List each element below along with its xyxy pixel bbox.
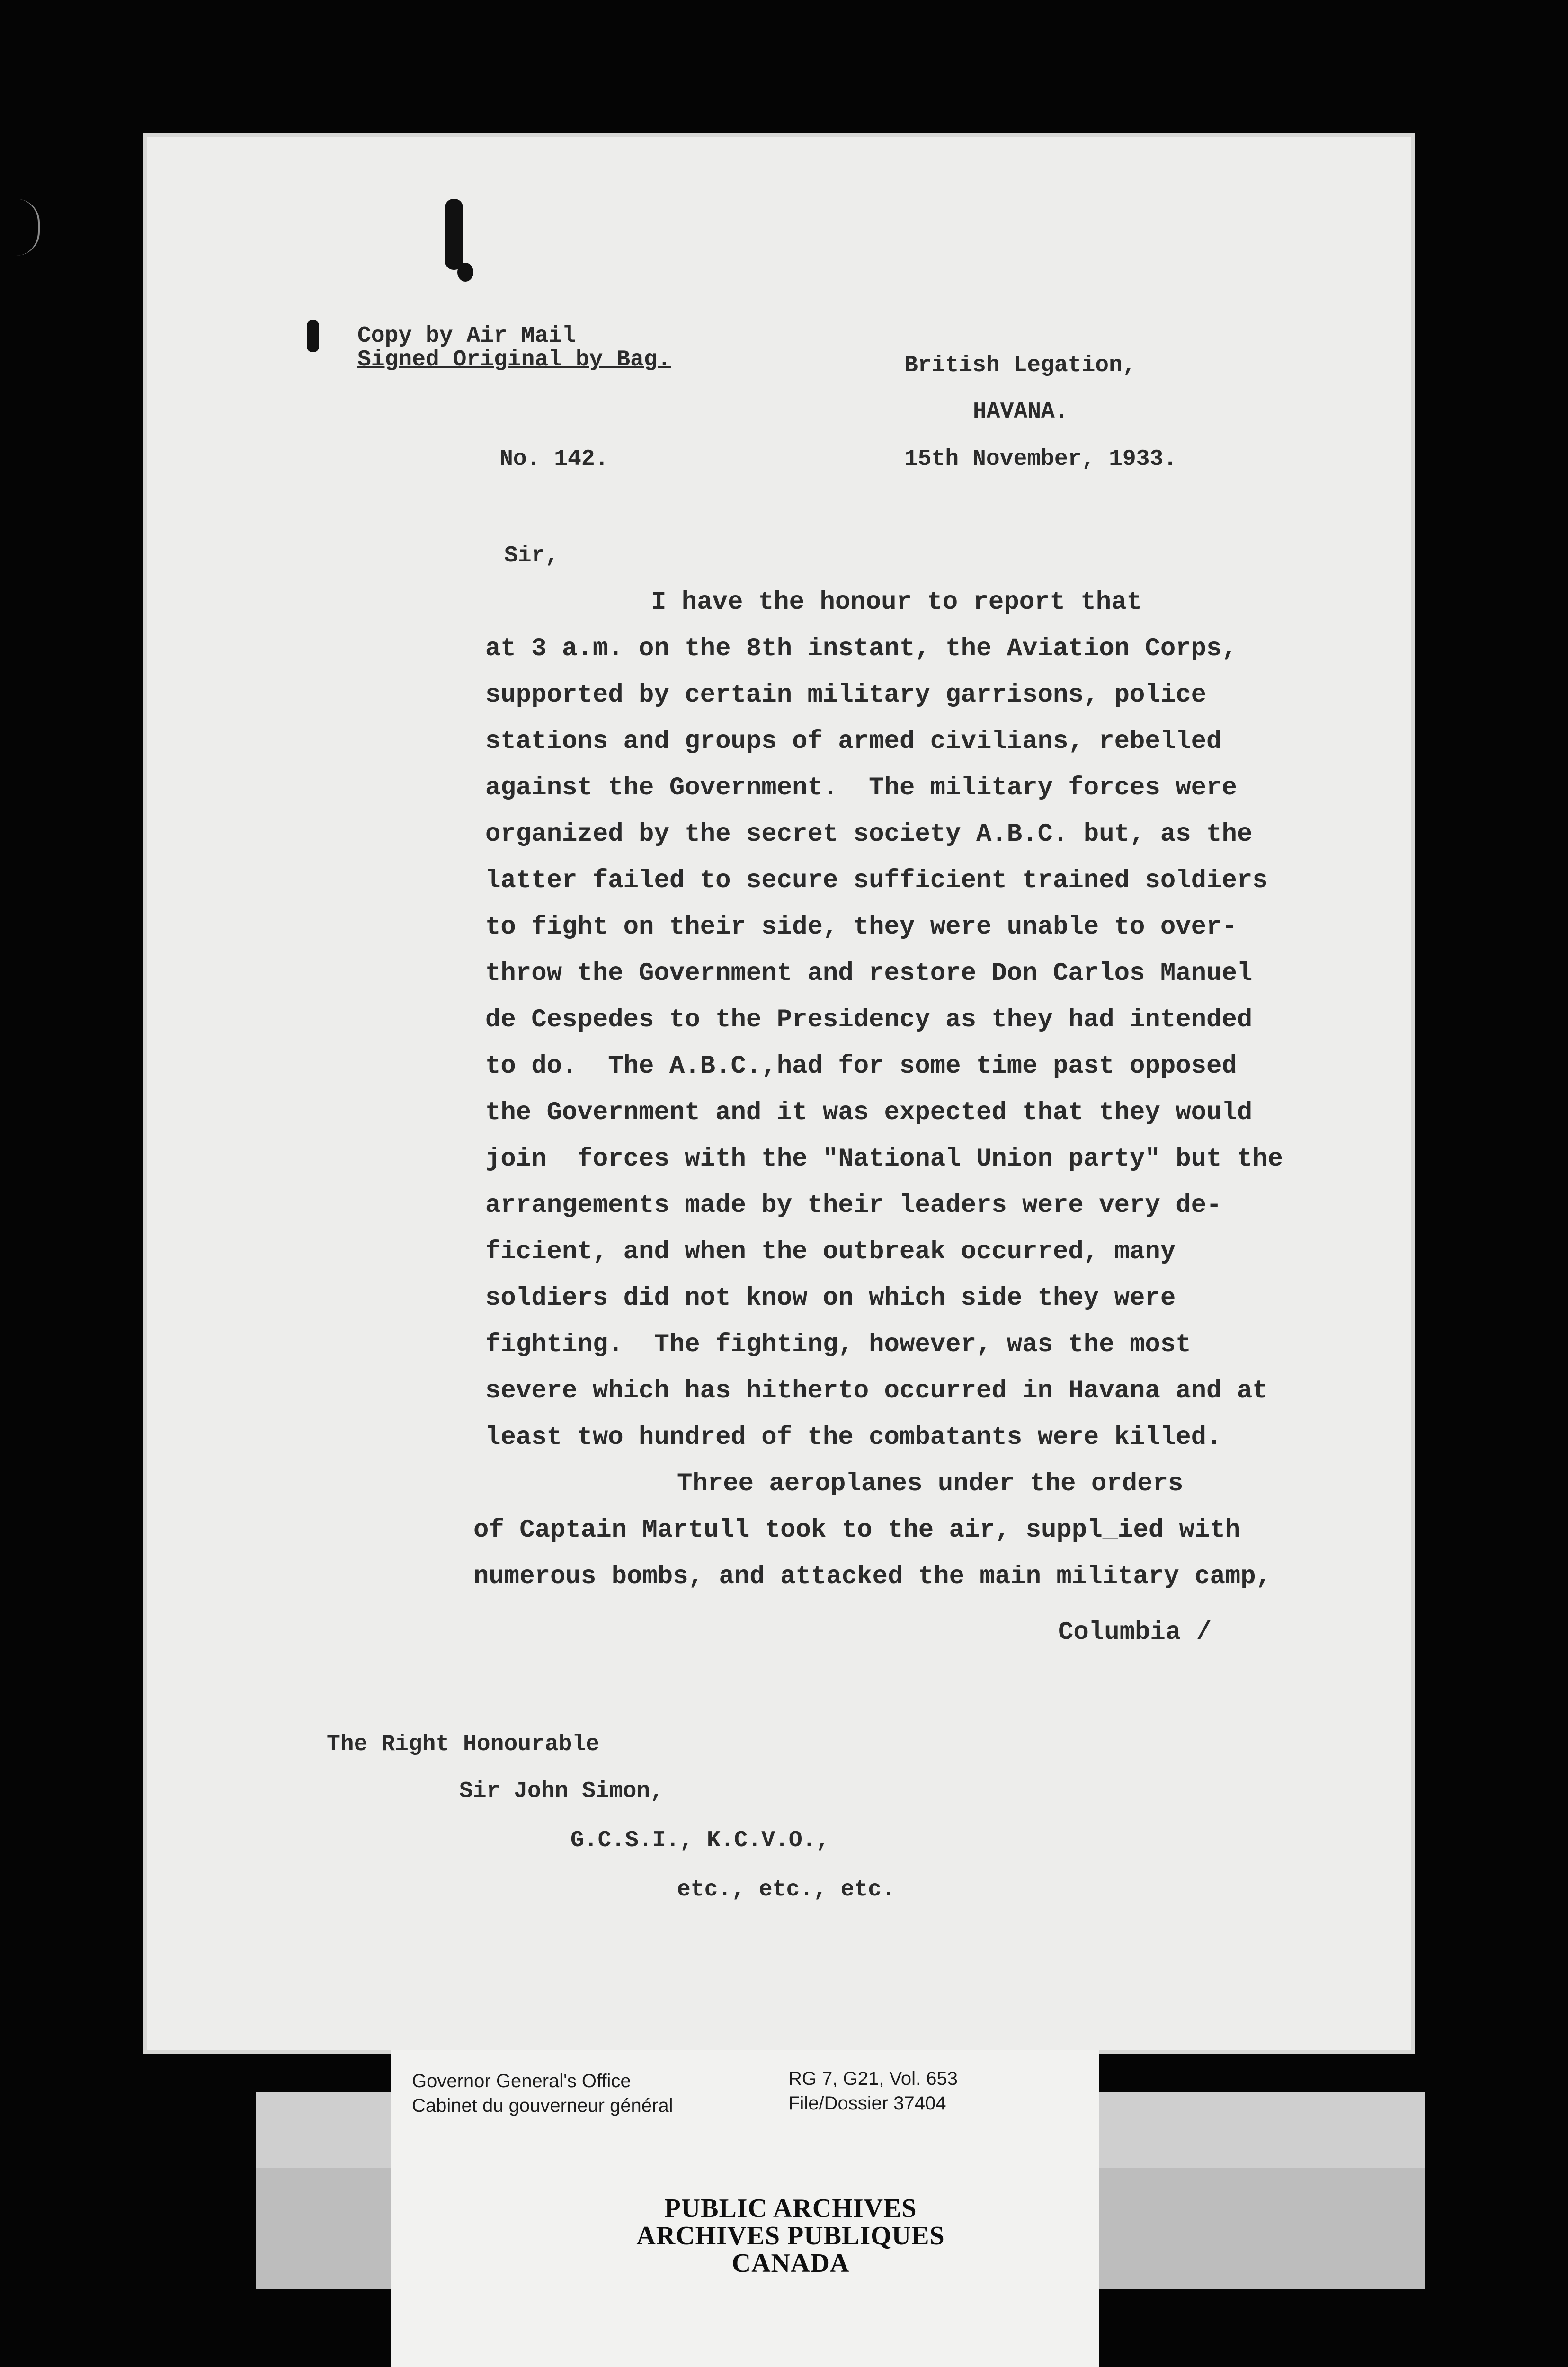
archive-stamp-line: ARCHIVES PUBLIQUES (636, 2221, 945, 2251)
body-line: Three aeroplanes under the orders (677, 1469, 1184, 1498)
body-line: soldiers did not know on which side they were (485, 1284, 1176, 1313)
body-line: to fight on their side, they were unable to over- (485, 913, 1237, 942)
body-line: fighting. The fighting, however, was the most (485, 1330, 1191, 1359)
body-line: I have the honour to report that (651, 588, 1142, 617)
body-line: to do. The A.B.C.,had for some time past opposed (485, 1052, 1237, 1081)
addressee-line: etc., etc., etc. (677, 1877, 895, 1903)
body-line: numerous bombs, and attacked the main military camp, (473, 1562, 1272, 1591)
letter-date: 15th November, 1933. (904, 446, 1177, 472)
body-line: supported by certain military garrisons, police (485, 681, 1207, 710)
body-line: join forces with the "National Union party" but the (485, 1145, 1283, 1174)
addressee-line: The Right Honourable (327, 1732, 600, 1757)
body-line: latter failed to secure sufficient trained soldiers (485, 866, 1268, 895)
addressee-line: G.C.S.I., K.C.V.O., (570, 1828, 830, 1853)
despatch-number: No. 142. (499, 446, 609, 472)
film-edge-mark (5, 199, 40, 256)
archive-stamp-line: PUBLIC ARCHIVES (664, 2194, 917, 2223)
air-mail-note: Copy by Air Mail (357, 323, 576, 349)
ink-blot (445, 199, 463, 270)
salutation: Sir, (504, 543, 559, 569)
body-line: organized by the secret society A.B.C. but, as the (485, 820, 1253, 849)
legation-name: British Legation, (904, 353, 1136, 378)
archive-office-fr: Cabinet du gouverneur général (412, 2095, 673, 2116)
signed-original-note: Signed Original by Bag. (357, 347, 671, 373)
body-line: severe which has hitherto occurred in Havana and at (485, 1377, 1268, 1406)
legation-city: HAVANA. (973, 399, 1069, 425)
archive-stamp-line: CANADA (731, 2249, 850, 2278)
body-line: the Government and it was expected that they would (485, 1098, 1253, 1127)
body-line: least two hundred of the combatants were killed. (485, 1423, 1222, 1452)
archive-reference: RG 7, G21, Vol. 653 (788, 2068, 958, 2089)
ink-spot (457, 263, 473, 282)
addressee-line: Sir John Simon, (459, 1779, 664, 1804)
body-line: against the Government. The military forces were (485, 774, 1237, 802)
body-line: ficient, and when the outbreak occurred, many (485, 1237, 1176, 1266)
margin-mark (307, 320, 319, 352)
archive-file: File/Dossier 37404 (788, 2093, 946, 2114)
archive-office-en: Governor General's Office (412, 2071, 631, 2091)
body-line: de Cespedes to the Presidency as they had intended (485, 1006, 1253, 1034)
body-line: throw the Government and restore Don Carlos Manuel (485, 959, 1253, 988)
body-line: arrangements made by their leaders were very de- (485, 1191, 1222, 1220)
body-line: stations and groups of armed civilians, rebelled (485, 727, 1222, 756)
body-line: at 3 a.m. on the 8th instant, the Aviation Corps, (485, 634, 1237, 663)
body-line: of Captain Martull took to the air, suppl_ied with (473, 1516, 1241, 1545)
catchword: Columbia / (1058, 1618, 1212, 1647)
